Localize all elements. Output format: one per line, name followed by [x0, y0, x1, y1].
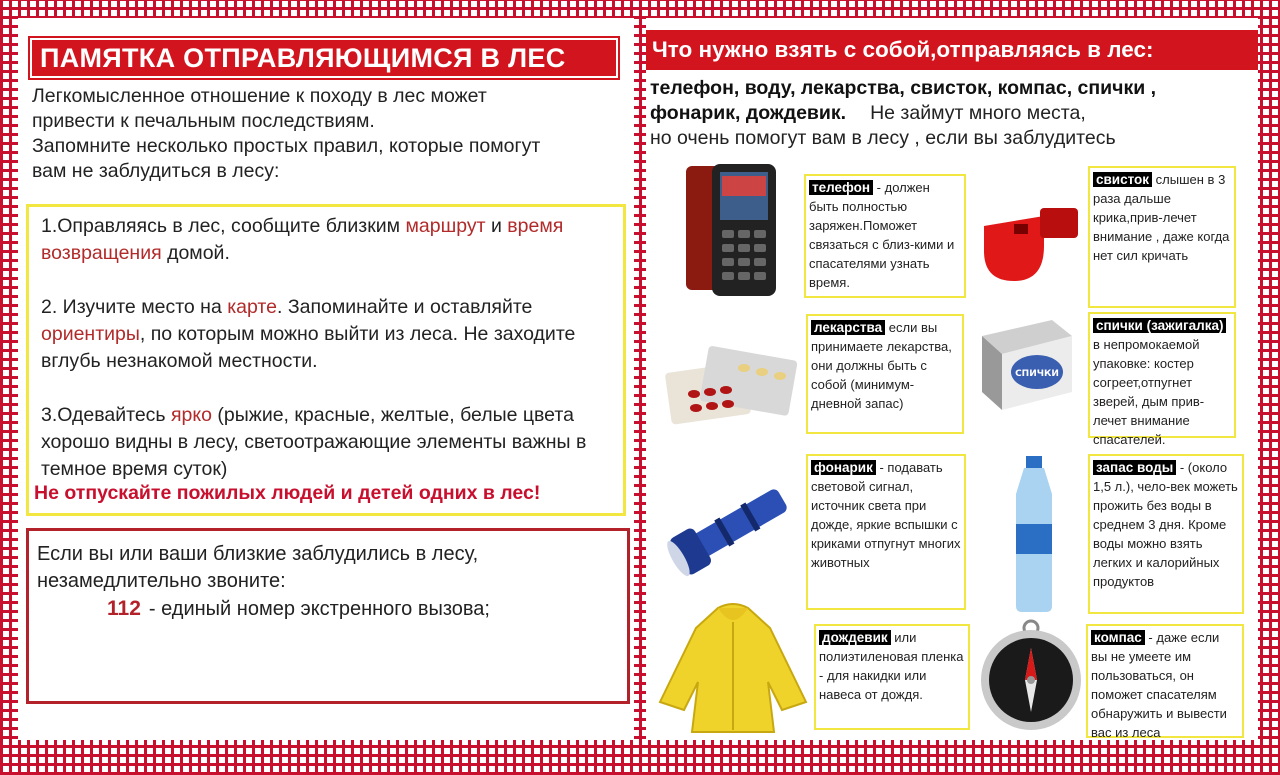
rule-2: 2. Изучите место на карте. Запоминайте и оставляйте ориентиры, по которым можно выйти из леса. Не заходите вглубь незнакомой местности.: [41, 296, 576, 372]
items-list: телефон, воду, лекарства, свисток, компас, спички ,: [650, 77, 1157, 99]
matchbox-icon: [972, 306, 1082, 416]
card-tag: свисток: [1093, 172, 1152, 187]
items-note: Не займут много места,: [870, 102, 1086, 124]
card-tag: запас воды: [1093, 460, 1176, 475]
card-whistle: свисток слышен в 3 раза дальше крика,прив-лечет внимание , даже когда нет сил кричать: [1088, 166, 1236, 308]
rule-highlight: карте: [227, 296, 277, 318]
card-raincoat: дождевик или полиэтиленовая пленка - для накидки или навеса от дождя.: [814, 624, 970, 730]
rule-highlight: ярко: [171, 404, 212, 426]
medicine-icon: [664, 338, 804, 438]
emergency-number-line: [107, 595, 619, 623]
rule-highlight: ориентиры: [41, 323, 140, 345]
left-panel: [18, 18, 634, 740]
card-tag: фонарик: [811, 460, 876, 475]
rules-box: [26, 204, 626, 516]
intro-line: вам не заблудиться в лесу:: [32, 160, 280, 182]
card-water: запас воды - (около 1,5 л.), чело-век можеть прожить без воды в среднем 3 дня. Кроме воды можно взять легких и калорийных продуктов: [1088, 454, 1244, 614]
left-title: ПАМЯТКА ОТПРАВЛЯЮЩИМСЯ В ЛЕС: [30, 38, 618, 78]
rule-highlight: маршрут: [405, 215, 486, 237]
card-tag: лекарства: [811, 320, 885, 335]
rule-3: 3.Одевайтесь ярко (рыжие, красные, желтые, белые цвета хорошо видны в лесу, светоотражающие элементы важны в темное время суток): [41, 404, 587, 480]
water-bottle-icon: [1004, 454, 1064, 614]
intro-line: привести к печальным последствиям.: [32, 110, 375, 132]
right-title: Что нужно взять с собой,отправляясь в лес:: [646, 30, 1258, 70]
items-text: [650, 76, 1256, 151]
card-flashlight: фонарик - подавать световой сигнал, источник света при дожде, яркие вспышки с криками отпугнут многих животных: [806, 454, 966, 610]
items-list: фонарик, дождевик.: [650, 102, 847, 124]
rule-highlight: время возвращения: [41, 215, 564, 264]
card-compass: компас - даже если вы не умеете им пользоваться, он поможет спасателям обнаружить и вывести вас из леса: [1086, 624, 1244, 738]
card-tag: компас: [1091, 630, 1145, 645]
intro-line: Запомните несколько простых правил, которые помогут: [32, 135, 541, 157]
emergency-line-1: Если вы или ваши близкие заблудились в лесу,: [37, 543, 479, 565]
right-panel: [646, 18, 1258, 740]
card-medicine: лекарства если вы принимаете лекарства, они должны быть с собой (минимум-дневной запас): [806, 314, 964, 434]
emergency-line-2: незамедлительно звоните:: [37, 570, 286, 592]
card-tag: дождевик: [819, 630, 891, 645]
items-note: но очень помогут вам в лесу , если вы заблудитесь: [650, 127, 1116, 149]
compass-icon: [976, 618, 1086, 732]
whistle-icon: [974, 186, 1084, 296]
intro-text: [32, 84, 622, 184]
phone-icon: [682, 160, 790, 300]
emergency-number: 112: [107, 597, 141, 620]
card-phone: телефон - должен быть полностью заряжен.Поможет связаться с близ-кими и спасателями узнать время.: [804, 174, 966, 298]
raincoat-icon: [658, 602, 808, 736]
rule-1: 1.Оправляясь в лес, сообщите близким маршрут и время возвращения домой.: [41, 215, 564, 264]
flashlight-icon: [660, 462, 806, 592]
matchbox-label: СПИЧКИ: [1015, 369, 1059, 379]
intro-line: Легкомысленное отношение к походу в лес может: [32, 85, 487, 107]
card-matches: спички (зажигалка) в непромокаемой упаковке: костер согреет,отпугнет зверей, дым прив-лечет внимание спасателей.: [1088, 312, 1236, 438]
emergency-number-desc: - единый номер экстренного вызова;: [148, 598, 490, 620]
card-tag: телефон: [809, 180, 873, 195]
card-tag: спички (зажигалка): [1093, 318, 1226, 333]
warning-text: Не отпускайте пожилых людей и детей одних в лес!: [34, 482, 541, 504]
emergency-box: [26, 528, 630, 704]
